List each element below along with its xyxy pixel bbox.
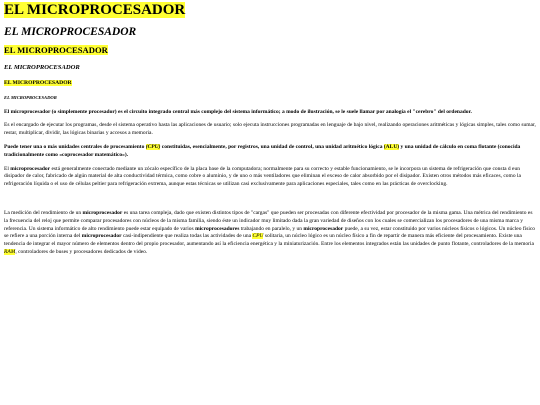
- heading-1: [4, 2, 536, 19]
- perf-bold-term-1: microprocesador: [82, 210, 123, 216]
- heading-5: [4, 80, 536, 86]
- alu-highlight: (ALU): [383, 144, 400, 151]
- paragraph-performance: [4, 210, 536, 257]
- perf-text-a: La medición del rendimiento de un: [4, 210, 83, 216]
- cooling-text-a: El: [4, 165, 11, 172]
- paragraph-definition: El microprocesador (o simplemente procesador) es el circuito integrado central más complejo del sistema informático; a modo de ilustración, se le suele llamar por analogía el "cerebro" del ordenador.: [4, 108, 472, 115]
- perf-bold-term-4: microprocesador: [81, 233, 122, 240]
- cpu-highlight: (CPU): [145, 144, 161, 151]
- units-text-a: Puede tener una o más unidades centrales de procesamiento: [4, 144, 146, 151]
- perf-text-i: casi-indipendiente que realiza todas las actividades de una: [121, 233, 253, 240]
- units-text-b: constituidas, esencialmente, por registros, una unidad de control, una unidad aritmético lógica: [160, 144, 384, 151]
- perf-bold-term-3: microprocesador: [303, 225, 344, 232]
- paragraph-units: [4, 144, 536, 160]
- cooling-bold-term: microprocesador: [10, 165, 51, 172]
- paragraph-cooling: [4, 166, 536, 189]
- heading-5-text: EL MICROPROCESADOR: [4, 79, 72, 86]
- perf-text-j: solitaria, un núcleo lógico es un núcleo físico a fin de repartir de manera más eficiente del procesamiento. Existe una tendencia de integrar el mayor número de elementos dentro del propio procesador, aumentando así la eficiencia energética y la miniaturización. Entre los elementos integrados están las unidades de punto flotante, controladores de la memoria: [4, 233, 534, 248]
- perf-cpu-highlight: CPU: [252, 233, 264, 240]
- heading-2: EL MICROPROCESADOR: [4, 26, 137, 39]
- perf-bold-term-2: microprocesadores: [195, 225, 240, 232]
- perf-text-e: trabajando en paralelo, y un: [239, 225, 304, 232]
- units-text-c: y una unidad de cálculo en coma flotante (conocida tradicionalmente como «coprocesador matemático»).: [4, 144, 521, 158]
- perf-text-c: es una tarea compleja, dado que existen distintos tipos de "cargas" que pueden ser procesadas con diferente efectividad por procesador de la misma gama. Una métrica del rendimiento es la frecuencia del reloj que permite comparar procesadores con núcleos de la misma familia, siendo éste un indicador muy limitado dada la gran variedad de diseños con los cuales se comercializan los procesadores de una misma marca y referencia. Un sistema informático de alto rendimiento puede estar equipado de varios: [4, 210, 533, 232]
- perf-ram-highlight: RAM: [4, 248, 16, 255]
- heading-3: [4, 46, 536, 56]
- heading-1-text: EL MICROPROCESADOR: [4, 2, 186, 18]
- heading-4: EL MICROPROCESADOR: [4, 64, 80, 72]
- paragraph-function: Es el encargado de ejecutar los programas, desde el sistema operativo hasta las aplicaciones de usuario; solo ejecuta instrucciones programadas en lenguaje de bajo nivel, realizando operaciones aritméticas y lógicas simples, tales como sumar, restar, multiplicar, dividir, las lógicas binarias y accesos a memoria.: [4, 122, 536, 137]
- cooling-text-c: está generalmente conectado mediante un zócalo específico de la placa base de la computadora; normalmente para su correcto y estable funcionamiento, se le incorpora un sistema de refrigeración que consta d eun disipador de calor, fabricado de algún material de alta conductividad térmica, como cobre o aluminio, y de uno o más ventiladores que eliminan el exceso de calor absorbido por el disipador. Existen otros métodos más eficaces, como la refrigeración líquida o el uso de células peltier para refrigeración extrema, aunque estas técnicas se utilizan casi exclusivamente para aplicaciones especiales, tales como en las prácticas de overclocking.: [4, 165, 521, 188]
- heading-6: EL MICROPROCESADOR: [4, 95, 57, 101]
- perf-text-g: puede, a su vez, estar constituido por varios núcleos físicos o lógicos. Un núcleo físico se refiere a una porción interna del: [4, 225, 536, 240]
- perf-text-k: , controladores de buses y procesadores dedicados de video.: [15, 248, 148, 255]
- heading-3-text: EL MICROPROCESADOR: [4, 45, 108, 56]
